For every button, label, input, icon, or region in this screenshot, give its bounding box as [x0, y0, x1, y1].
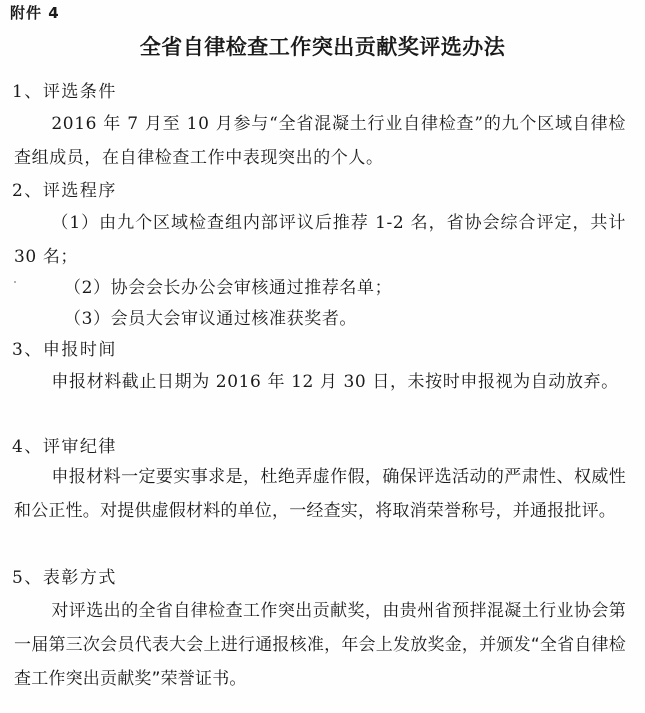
section-3-body: 申报材料截止日期为 2016 年 12 月 30 日，未按时申报视为自动放弃。	[51, 372, 619, 392]
section-5-heading: 5、表彰方式	[12, 568, 117, 588]
document-title: 全省自律检查工作突出贡献奖评选办法	[139, 35, 506, 59]
section-2-item-2: （2）协会会长办公会审核通过推荐名单；	[64, 278, 393, 298]
section-3-heading: 3、申报时间	[12, 340, 117, 360]
section-2-heading: 2、评选程序	[12, 181, 117, 201]
section-5-body: 对评选出的全省自律检查工作突出贡献奖，由贵州省预拌混凝土行业协会第一届第三次会员代表大会上进行通报核准，年会上发放奖金，并颁发“全省自律检查工作突出贡献奖”荣誉证书。	[14, 601, 626, 689]
scan-speck	[14, 281, 16, 283]
section-1-body: 2016 年 7 月至 10 月参与“全省混凝土行业自律检查”的九个区域自律检查组成员，在自律检查工作中表现突出的个人。	[14, 114, 626, 168]
section-4-body: 申报材料一定要实事求是，杜绝弄虚作假，确保评选活动的严肃性、权威性和公正性。对提供虚假材料的单位，一经查实，将取消荣誉称号，并通报批评。	[14, 467, 626, 521]
attachment-label: 附件 4	[10, 4, 60, 22]
section-1-heading: 1、评选条件	[12, 82, 117, 102]
section-2-item-1: （1）由九个区域检查组内部评议后推荐 1-2 名，省协会综合评定，共计 30 名；	[14, 213, 626, 267]
section-2-item-3: （3）会员大会审议通过核准获奖者。	[64, 309, 358, 329]
section-4-heading: 4、评审纪律	[12, 437, 117, 457]
